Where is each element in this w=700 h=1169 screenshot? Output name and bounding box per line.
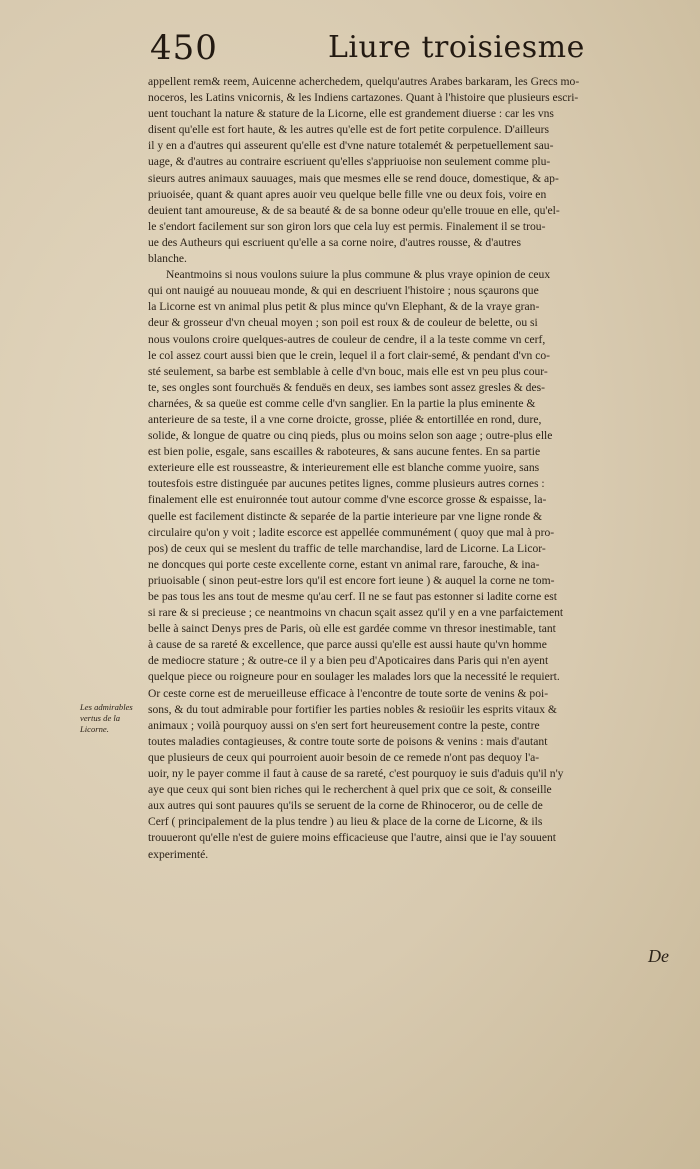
margin-note-line: Les admirables — [80, 702, 133, 712]
text-line: toutesfois estre distinguée par aucunes petites lignes, comme plusieurs autres cornes : — [148, 477, 545, 491]
margin-note-line: vertus de la — [80, 713, 121, 723]
text-line: ne doncques qui porte ceste excellente corne, estant vn animal rare, farouche, & ina- — [148, 557, 540, 571]
text-line: Cerf ( principalement de la plus tendre ) au lieu & place de la corne de Licorne, & ils — [148, 815, 543, 829]
text-line: solide, & longue de quatre ou cinq pieds, plus ou moins selon son aage ; outre-plus elle — [148, 429, 553, 443]
text-line: toutes maladies contagieuses, & contre toute sorte de poisons & venins : mais d'autant — [148, 734, 548, 748]
text-line: uent touchant la nature & stature de la Licorne, elle est grandement diuerse : car les vns — [148, 107, 554, 121]
main-text — [148, 74, 675, 863]
text-line: à cause de sa rareté & excellence, que parce aussi qu'elle est aussi haute qu'vn homme — [148, 638, 547, 652]
text-line: Or ceste corne est de merueilleuse efficace à l'encontre de toute sorte de venins & poi- — [148, 686, 549, 700]
text-line: disent qu'elle est fort haute, & les autres qu'elle est de fort petite corpulence. D'ailleurs — [148, 123, 549, 137]
text-line: quelque piece ou roigneure pour en soulager les malades lors que la necessité le requiert. — [148, 670, 560, 684]
text-line: aux autres qui sont pauures qu'ils se seruent de la corne de Rhinoceror, ou de celle de — [148, 799, 543, 813]
text-line: priuoisée, quant & quant apres auoir veu quelque belle fille vne ou deux fois, voire en — [148, 187, 547, 201]
text-line: il y en a d'autres qui asseurent qu'elle est d'vne nature totalemét & perpetuellement sau- — [148, 139, 554, 153]
text-line: est bien polie, esgale, sans escailles & raboteures, & sans aucune fentes. En sa partie — [148, 445, 541, 459]
text-line: pos) de ceux qui se meslent du traffic de telle marchandise, lard de Licorne. La Licor- — [148, 541, 546, 555]
text-line: sieurs autres animaux sauuages, mais que mesmes elle se rend douce, domestique, & ap- — [148, 171, 559, 185]
text-line: be pas tous les ans tout de mesme qu'au cerf. Il ne se faut pas estonner si ladite corne est — [148, 590, 558, 603]
text-line: sté seulement, sa barbe est semblable à celle d'vn bouc, mais elle est vn peu plus cour- — [148, 364, 548, 378]
text-line: aye que ceux qui sont bien riches qui le recherchent à quel prix que ce soit, & conseille — [148, 783, 552, 797]
text-line: qui ont nauigé au nouueau monde, & qui en descriuent l'histoire ; nous sçaurons que — [148, 284, 539, 298]
text-line: uoir, ny le payer comme il faut à cause de sa rareté, c'est pourquoy ie suis d'aduis qu'il n'y — [148, 767, 564, 781]
text-line: anterieure de sa teste, il a vne corne droicte, grosse, pliée & entortillée en rond, dure, — [148, 412, 542, 426]
text-line: experimenté. — [148, 847, 209, 861]
margin-note-line: Licorne. — [80, 724, 109, 734]
text-line: trouueront qu'elle n'est de guiere moins efficacieuse que l'autre, ainsi que ie l'ay souuent — [148, 831, 556, 845]
text-line: belle à sainct Denys pres de Paris, où elle est gardée comme vn thresor inestimable, tant — [148, 622, 556, 636]
text-line: de mediocre stature ; & outre-ce il y a bien peu d'Apoticaires dans Paris qui n'en ayent — [148, 654, 549, 668]
text-line: te, ses ongles sont fourchuës & fenduës en deux, ses iambes sont assez gresles & des- — [148, 380, 545, 394]
text-line: le col assez court aussi bien que le crein, lequel il a fort clair-semé, & pendant d'vn co- — [148, 348, 551, 362]
text-line: ue des Autheurs qui escriuent qu'elle a sa corne noire, d'autres rousse, & d'autres — [148, 235, 521, 249]
text-line: deur & grosseur d'vn cheual moyen ; son poil est roux & de couleur de belette, ou si — [148, 316, 538, 330]
text-line: quelle est facilement distincte & separée de la partie interieure par vne ligne ronde & — [148, 509, 543, 523]
text-line: appellent rem& reem, Auicenne acherchedem, quelqu'autres Arabes barkaram, les Grecs mo- — [148, 75, 580, 88]
text-line: la Licorne est vn animal plus petit & plus mince qu'vn Elephant, & de la vraye gran- — [148, 300, 540, 314]
page-number: 450 — [150, 28, 218, 68]
text-line: nous voulons croire quelques-autres de couleur de cendre, il a la teste comme vn cerf, — [148, 332, 546, 346]
text-line: finalement elle est enuironnée tout autour comme d'vne escorce grosse & espaisse, la- — [148, 493, 547, 507]
text-line: le s'endort facilement sur son giron lors que cela luy est permis. Finalement il se trou- — [148, 219, 546, 233]
text-line: charnées, & sa queüe est comme celle d'vn sanglier. En la partie la plus eminente & — [148, 396, 536, 410]
text-line: uage, & d'autres au contraire escriuent qu'elles s'appriuoise non seulement comme plu- — [148, 155, 551, 169]
text-line: sons, & du tout admirable pour fortifier les parties nobles & resioüir les esprits vitaux & — [148, 702, 557, 716]
text-line: priuoisable ( sinon peut-estre lors qu'il est encore fort ieune ) & auquel la corne ne tom- — [148, 573, 555, 587]
text-line: que plusieurs de ceux qui pourroient auoir besoin de ce remede n'ont pas dequoy l'a- — [148, 750, 540, 764]
text-line: animaux ; voilà pourquoy aussi on s'en sert fort heureusement contre la peste, contre — [148, 718, 540, 732]
text-line: si rare & si precieuse ; ce neantmoins vn chacun sçait assez qu'il y en a vne parfaictement — [148, 606, 564, 620]
catchword: De — [648, 946, 669, 966]
text-line: deuient tant amoureuse, & de sa beauté & de sa bonne odeur qu'elle trouue en elle, qu'el- — [148, 203, 560, 217]
text-line: circulaire qu'on y voit ; ladite escorce est appellée communément ( quoy que mal à pro- — [148, 525, 555, 539]
text-line: exterieure elle est rousseastre, & interieurement elle est blanche comme yuoire, sans — [148, 461, 540, 475]
text-line: noceros, les Latins vnicornis, & les Indiens cartazones. Quant à l'histoire que plusieurs escri- — [148, 91, 579, 105]
text-line: Neantmoins si nous voulons suiure la plus commune & plus vraye opinion de ceux — [166, 268, 551, 282]
running-title: Liure troisiesme — [328, 30, 585, 65]
text-line: blanche. — [148, 252, 187, 266]
margin-note — [80, 702, 144, 735]
